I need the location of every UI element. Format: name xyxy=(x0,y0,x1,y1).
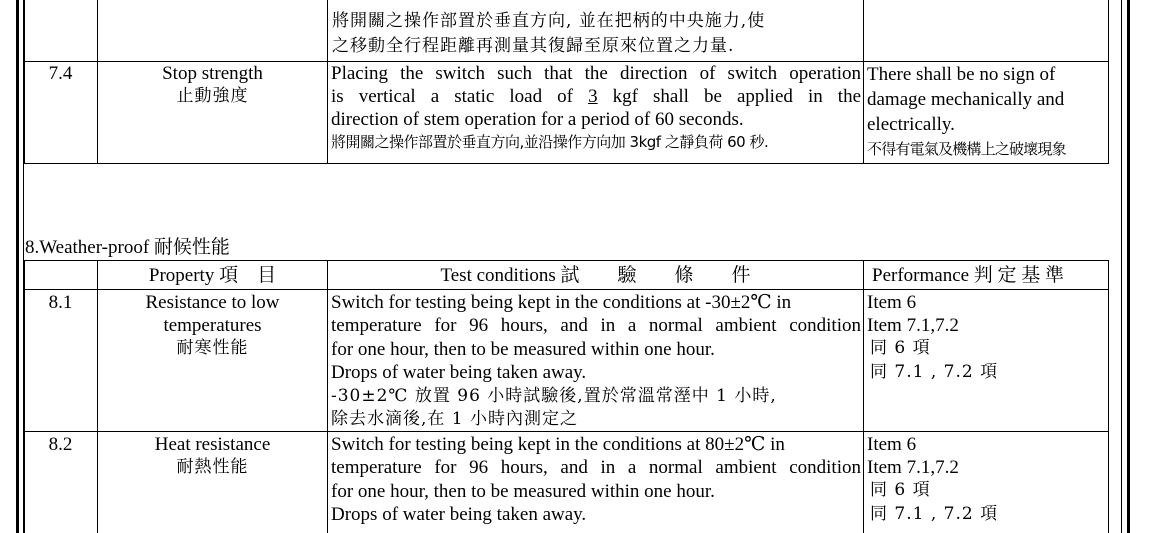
property-name-zh: 耐寒性能 xyxy=(176,338,249,358)
performance-zh-line: 同 6 項 xyxy=(870,338,931,358)
header-property: Property 項 目 xyxy=(148,265,277,286)
column-divider xyxy=(327,0,328,164)
outer-border-right xyxy=(1127,0,1130,533)
property-name-en: temperatures xyxy=(163,315,262,336)
property-name-zh: 耐熱性能 xyxy=(176,457,249,477)
table-bottom-border xyxy=(24,163,1109,164)
table-top-border xyxy=(24,260,1109,261)
outer-border-left xyxy=(16,0,19,533)
conditions-line: Switch for testing being kept in the conditions at -30±2℃ in xyxy=(331,292,792,313)
conditions-line: temperature for 96 hours, and in a normal ambient condition xyxy=(331,457,861,478)
conditions-line: Drops of water being taken away. xyxy=(331,362,587,383)
performance-line: There shall be no sign of xyxy=(867,64,1056,85)
property-name-en: Resistance to low xyxy=(145,292,280,313)
header-divider xyxy=(24,289,1109,290)
performance-line: Item 7.1,7.2 xyxy=(867,315,959,336)
conditions-line: Placing the switch such that the direction of switch operation xyxy=(331,63,861,84)
performance-zh-line: 同 6 項 xyxy=(870,480,931,500)
load-value: 3 xyxy=(588,86,598,107)
conditions-zh-line: -30±2℃ 放置 96 小時試驗後,置於常溫常溼中 1 小時, xyxy=(331,386,777,406)
conditions-zh-line: 除去水滴後,在 1 小時內測定之 xyxy=(331,409,579,429)
performance-zh-line: 同 7.1 , 7.2 項 xyxy=(870,504,999,524)
conditions-zh-line: 將開關之操作部置於垂直方向,並沿操作方向加 3kgf 之靜負荷 60 秒. xyxy=(331,133,769,151)
item-number: 7.4 xyxy=(48,63,73,84)
conditions-line: for one hour, then to be measured within one hour. xyxy=(331,481,715,502)
conditions-zh-line: 將開關之操作部置於垂直方向, 並在把柄的中央施力,使 xyxy=(332,11,766,31)
item-number: 8.1 xyxy=(48,292,73,313)
conditions-line: for one hour, then to be measured within one hour. xyxy=(331,339,715,360)
section-title: 8.Weather-proof 耐候性能 xyxy=(25,237,230,258)
row-divider xyxy=(24,431,1109,432)
table-right-border xyxy=(1108,260,1109,533)
column-divider xyxy=(863,0,864,164)
performance-line: electrically. xyxy=(867,114,955,135)
performance-zh-line: 不得有電氣及機構上之破壞現象 xyxy=(867,140,1066,158)
conditions-line: Drops of water being taken away. xyxy=(331,504,587,525)
property-name-zh: 止動強度 xyxy=(176,86,249,106)
conditions-line: temperature for 96 hours, and in a normal ambient condition xyxy=(331,315,861,336)
conditions-zh-line: 之移動全行程距離再測量其復歸至原來位置之力量. xyxy=(332,36,735,56)
conditions-line: Switch for testing being kept in the conditions at 80±2℃ in xyxy=(331,434,785,455)
performance-line: Item 6 xyxy=(867,434,917,455)
column-divider xyxy=(327,260,328,533)
header-conditions: Test conditions 試 驗 條 件 xyxy=(440,265,751,286)
column-divider xyxy=(863,260,864,533)
property-name-en: Stop strength xyxy=(162,63,263,84)
property-name-en: Heat resistance xyxy=(154,434,271,455)
conditions-text: is vertical a static load of xyxy=(331,86,589,107)
table-right-border xyxy=(1108,0,1109,164)
performance-line: damage mechanically and xyxy=(867,89,1065,110)
item-number: 8.2 xyxy=(48,434,73,455)
performance-line: Item 6 xyxy=(867,292,917,313)
conditions-line: direction of stem operation for a period of 60 seconds. xyxy=(331,109,744,130)
outer-border-right-inner xyxy=(1121,0,1122,533)
header-performance: Performance 判 定 基 準 xyxy=(872,265,1065,286)
performance-zh-line: 同 7.1 , 7.2 項 xyxy=(870,362,999,382)
performance-line: Item 7.1,7.2 xyxy=(867,457,959,478)
conditions-line xyxy=(331,85,861,108)
conditions-text: kgf shall be applied in the xyxy=(597,86,861,107)
